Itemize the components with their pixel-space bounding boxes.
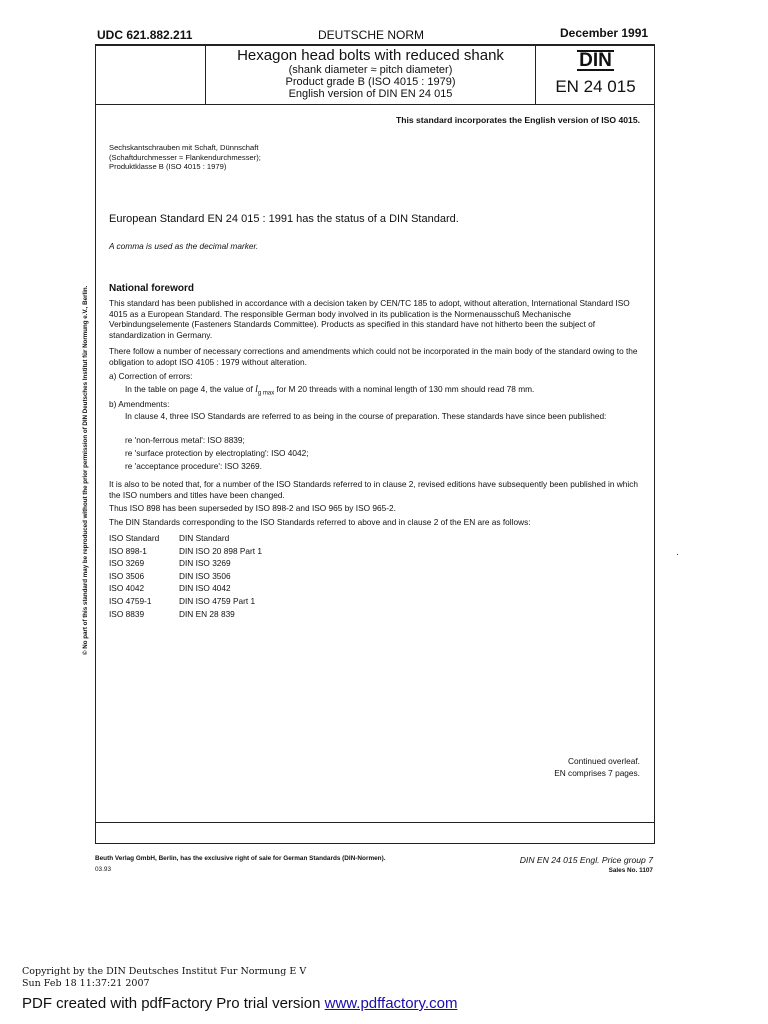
foreword-paragraph-5: The DIN Standards corresponding to the ISO Standards referred to above and in clause 2 of the EN are as follows:: [109, 517, 531, 527]
table-cell-din: DIN EN 28 839: [179, 608, 235, 619]
issue-date: December 1991: [560, 26, 649, 40]
footer-reference: DIN EN 24 015 Engl. Price group 7: [519, 855, 653, 865]
item-a-text-pre: In the table on page 4, the value of: [125, 384, 256, 394]
table-row: [109, 596, 262, 607]
table-cell-iso: ISO 898-1: [109, 545, 147, 556]
reproduction-notice: © No part of this standard may be reproduced without the prior permission of DIN Deutsches Institut für Normung e.V., Berlin.: [82, 285, 89, 655]
table-cell-din: DIN ISO 20 898 Part 1: [179, 545, 263, 556]
german-title-line-1: Sechskantschrauben mit Schaft, Dünnschaft: [109, 143, 259, 152]
pdf-banner: [22, 995, 457, 1012]
publisher-note: Beuth Verlag GmbH, Berlin, has the exclusive right of sale for German Standards (DIN-Normen).: [95, 855, 386, 862]
german-title: [109, 143, 409, 172]
item-b-re-1: re 'non-ferrous metal': ISO 8839;: [125, 435, 245, 445]
decimal-marker-note: A comma is used as the decimal marker.: [109, 241, 259, 251]
item-a-text: [125, 384, 645, 399]
copyright-line-2: Sun Feb 18 11:37:21 2007: [22, 978, 150, 989]
table-header-din: DIN Standard: [179, 533, 230, 543]
table-cell-iso: ISO 3506: [109, 570, 145, 581]
table-row: [109, 583, 262, 594]
din-box: [536, 50, 655, 97]
item-a-text-post: for M 20 threads with a nominal length of 130 mm should read 78 mm.: [274, 384, 535, 394]
status-statement: European Standard EN 24 015 : 1991 has the status of a DIN Standard.: [109, 213, 459, 225]
margin-mark: [677, 554, 678, 555]
title-subline-3: English version of DIN EN 24 015: [288, 88, 453, 100]
table-cell-din: DIN ISO 4759 Part 1: [179, 595, 256, 606]
table-row: [109, 609, 262, 620]
german-title-line-2: (Schaftdurchmesser ≈ Flankendurchmesser);: [109, 152, 261, 162]
footer-date-code: 03.93: [95, 866, 111, 873]
pdffactory-link[interactable]: www.pdffactory.com: [324, 995, 458, 1012]
length-symbol: l: [255, 384, 258, 395]
item-b-re-3: re 'acceptance procedure': ISO 3269.: [125, 461, 262, 471]
table-cell-din: DIN ISO 3269: [179, 558, 231, 569]
table-cell-din: DIN ISO 3506: [179, 570, 231, 581]
table-header-row: [109, 533, 262, 544]
udc-code: UDC 621.882.211: [97, 28, 193, 42]
title-bottom-rule: [95, 104, 655, 105]
norm-label: DEUTSCHE NORM: [318, 28, 425, 42]
table-row: [109, 571, 262, 582]
sales-number: Sales No. 1107: [608, 867, 653, 874]
item-b-re-2: re 'surface protection by electroplating': ISO 4042;: [125, 448, 309, 458]
foreword-paragraph-3: It is also to be noted that, for a number of the ISO Standards referred to in clause 2, revised editions have subsequently been published in which the ISO numbers and titles have been changed.: [109, 479, 639, 500]
table-cell-din: DIN ISO 4042: [179, 583, 231, 594]
table-cell-iso: ISO 4042: [109, 583, 145, 594]
table-cell-iso: ISO 8839: [109, 608, 145, 619]
footer-rule: [95, 822, 655, 823]
item-a-label: a) Correction of errors:: [109, 371, 193, 381]
foreword-paragraph-2: There follow a number of necessary corrections and amendments which could not be incorporated in the main body of the standard owing to the obligation to adopt ISO 4105 : 1979 without alteration.: [109, 346, 638, 367]
standards-table: [109, 533, 262, 619]
table-cell-iso: ISO 4759-1: [109, 595, 152, 606]
foreword-heading: National foreword: [109, 283, 195, 294]
foreword-paragraph-4: Thus ISO 898 has been superseded by ISO 898-2 and ISO 965 by ISO 965-2.: [109, 503, 396, 513]
incorporates-text: This standard incorporates the English version of ISO 4015.: [395, 115, 640, 125]
din-logo: DIN: [579, 50, 612, 71]
length-subscript: g max: [257, 390, 275, 397]
table-row: [109, 558, 262, 569]
table-row: [109, 546, 262, 557]
pages-note: EN comprises 7 pages.: [554, 768, 640, 778]
item-b-label: b) Amendments:: [109, 399, 170, 409]
pdf-banner-text: PDF created with pdfFactory Pro trial version: [22, 995, 325, 1012]
title-subline-2: Product grade B (ISO 4015 : 1979): [285, 76, 456, 88]
top-rule: [95, 44, 655, 46]
table-header-iso: ISO Standard: [109, 533, 160, 543]
title-block: [206, 47, 535, 100]
continued-note: Continued overleaf.: [568, 756, 640, 766]
item-b-text: In clause 4, three ISO Standards are referred to as being in the course of preparation. These standards have since been published:: [125, 411, 607, 421]
german-title-line-3: Produktklasse B (ISO 4015 : 1979): [109, 162, 227, 172]
copyright-line-1: Copyright by the DIN Deutsches Institut Fur Normung E V: [22, 966, 307, 977]
din-number: EN 24 015: [555, 77, 636, 96]
incorporates-note: [95, 115, 640, 125]
table-cell-iso: ISO 3269: [109, 558, 145, 569]
document-title: Hexagon head bolts with reduced shank: [237, 47, 504, 64]
foreword-paragraph-1: This standard has been published in accordance with a decision taken by CEN/TC 185 to adopt, without alteration, International Standard ISO 4015 as a European Standard. The responsible German body involved in its publication is the Normenausschuß Mechanische Verbindungselemente (Fasteners Standards Committee). Products as specified in this standard have not hitherto been the subject of standardization in Germany.: [109, 298, 630, 340]
title-subline-1: (shank diameter ≈ pitch diameter): [288, 64, 453, 76]
